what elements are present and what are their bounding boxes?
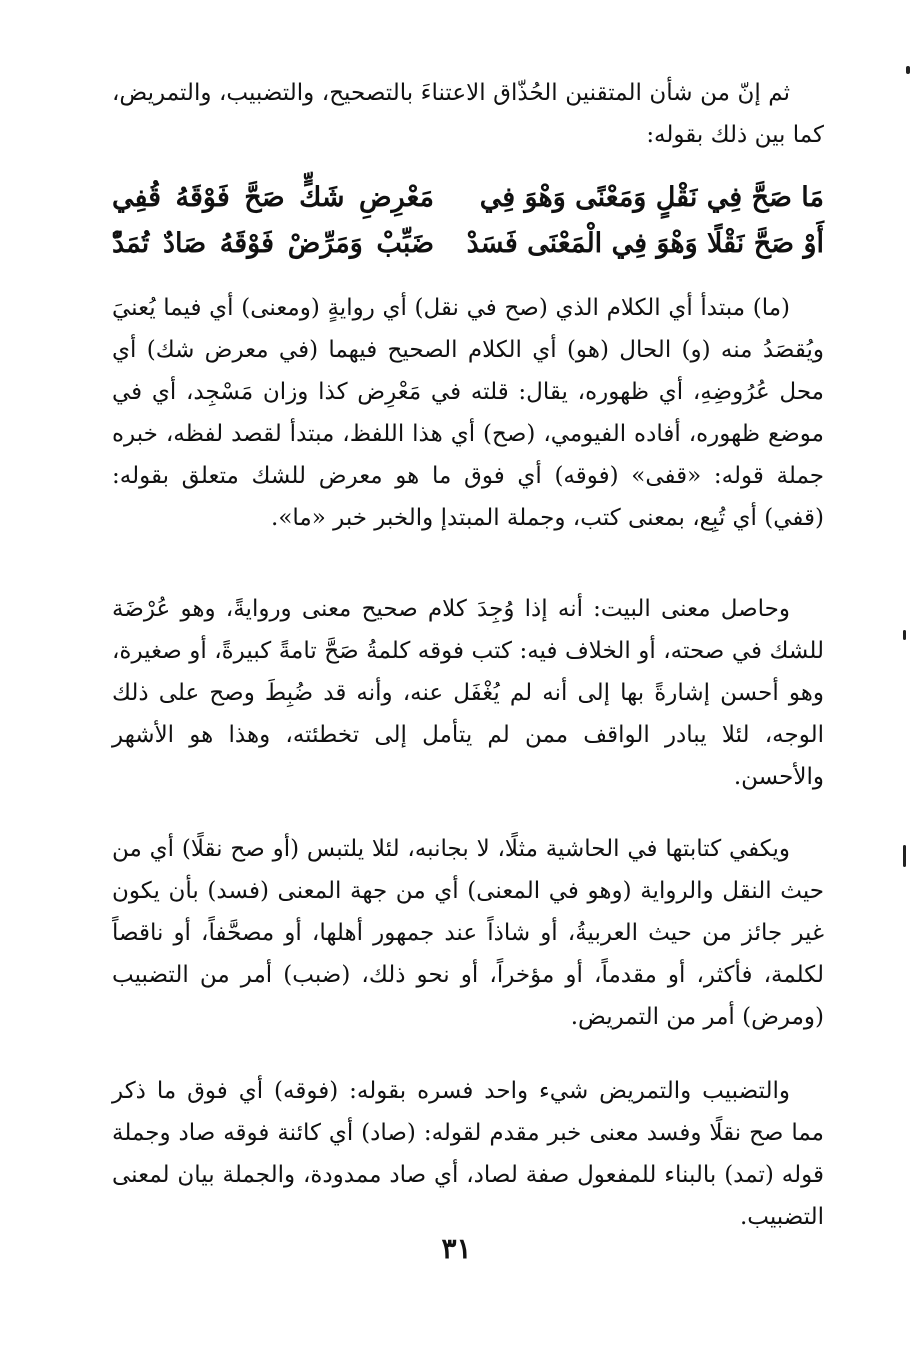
scan-edge-mark [903, 630, 906, 640]
verse-1-second-hemistich: مَعْرِضِ شَكٍّ صَحَّ فَوْقَهُ قُفِي [112, 182, 434, 213]
paragraph-text: والتضبيب والتمريض شيء واحد فسره بقوله: (فوقه) أي فوق ما ذكر مما صح نقلًا وفسد معنى خبر مقدم لقوله: (صاد) أي كائنة فوقه صاد وجملة قوله (تمد) بالبناء للمفعول صفة لصاد، أي صاد ممدودة، والجملة بيان لمعنى التضبيب. [112, 1078, 824, 1230]
intro-paragraph [112, 72, 824, 156]
poem-verses [112, 182, 824, 274]
page-number: ٣١ [441, 1232, 472, 1265]
paragraph-text: (ما) مبتدأ أي الكلام الذي (صح في نقل) أي روايةٍ (ومعنى) أي فيما يُعنيَ ويُقصَدُ منه (و) الحال (هو) أي الكلام الصحيح فيهما (في معرض شك) أي محل عُرُوضِهِ، أي ظهوره، يقال: قلته في مَعْرِض كذا وزان مَسْجِد، أي في موضع ظهوره، أفاده الفيومي، (صح) أي هذا اللفظ، مبتدأ لقصد لفظه، خبره جملة قوله: «قفى» (فوقه) أي فوق ما هو معرض للشك متعلق بقوله: (قفي) أي تُبِع، بمعنى كتب، وجملة المبتدإ والخبر خبر «ما». [112, 295, 824, 531]
scan-edge-mark [903, 845, 906, 867]
verse-1 [112, 182, 824, 228]
verse-2-first-hemistich: أَوْ صَحَّ نَقْلًا وَهْوَ فِي الْمَعْنَى فَسَدْ [466, 228, 824, 259]
paragraph-text: ويكفي كتابتها في الحاشية مثلًا، لا بجانبه، لئلا يلتبس (أو صح نقلًا) أي من حيث النقل والرواية (وهو في المعنى) أي من جهة المعنى (فسد) بأن يكون غير جائز من حيث العربيةُ، أو شاذاً عند جمهور أهلها، أو مصحَّفاً، أو ناقصاً لكلمة، فأكثر، أو مقدماً، أو مؤخراً، أو نحو ذلك، (ضبب) أمر من التضبيب (ومرض) أمر من التمريض. [112, 836, 824, 1030]
intro-text: ثم إنّ من شأن المتقنين الحُذّاق الاعتناءَ بالتصحيح، والتضبيب، والتمريض، كما بين ذلك بقوله: [112, 80, 824, 148]
verse-2-second-hemistich: ضَبِّبْ وَمَرِّضْ فَوْقَهُ صَادٌ تُمَدّْ [112, 228, 434, 259]
paragraph-text: وحاصل معنى البيت: أنه إذا وُجِدَ كلام صحيح معنى وروايةً، وهو عُرْضَة للشك في صحته، أو الخلاف فيه: كتب فوقه كلمةُ صَحَّ تامةً كبيرةً، أو صغيرة، وهو أحسن إشارةً بها إلى أنه لم يُغْفَل عنه، وأنه قد ضُبِطَ وصح على ذلك الوجه، لئلا يبادر الواقف ممن لم يتأمل إلى تخطئته، وهذا هو الأشهر والأحسن. [112, 596, 824, 790]
commentary-paragraph-4 [112, 1070, 824, 1238]
commentary-paragraph-2 [112, 588, 824, 798]
verse-1-first-hemistich: مَا صَحَّ فِي نَقْلٍ وَمَعْنًى وَهْوَ فِي [479, 182, 824, 213]
scan-edge-mark [906, 66, 910, 74]
verse-2 [112, 228, 824, 274]
commentary-paragraph-3 [112, 828, 824, 1038]
commentary-paragraph-1 [112, 287, 824, 539]
